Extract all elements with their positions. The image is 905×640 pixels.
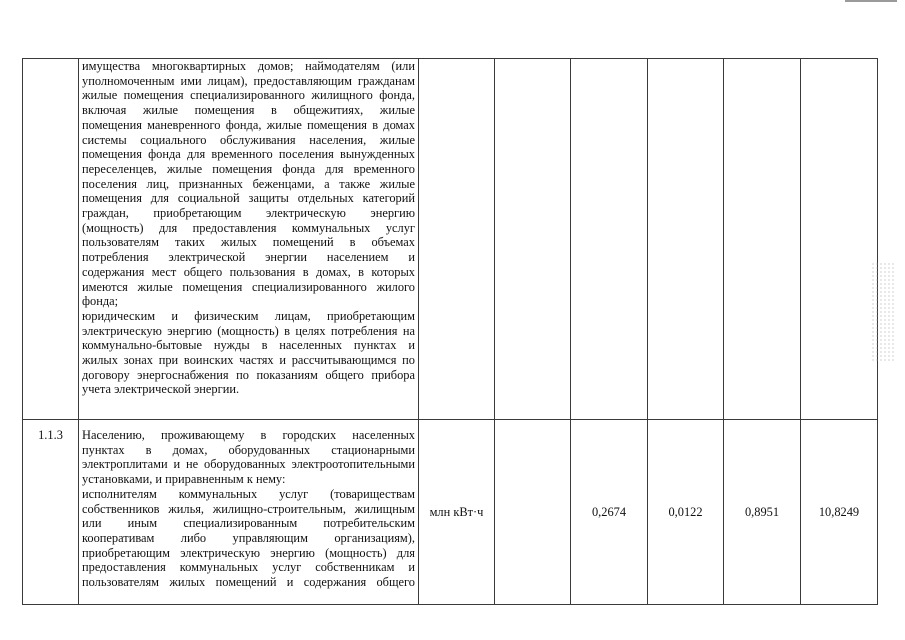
- description-line: переселенцев, жилые помещения фонда для временного: [82, 161, 415, 176]
- description-line: имеются жилые помещения специализированного жилого: [82, 279, 415, 294]
- unit-cell: [419, 59, 495, 420]
- page-edge-mark: [845, 0, 897, 2]
- description-line: электрическую энергию (мощность) в целях потребления на: [82, 323, 415, 338]
- value-cell: 0,8951: [724, 420, 801, 605]
- description-line: договору энергоснабжения по показаниям общего прибора: [82, 367, 415, 382]
- description-line: исполнителям коммунальных услуг (товариществам: [82, 486, 415, 501]
- unit-cell: млн кВт·ч: [419, 420, 495, 605]
- description-line: юридическим и физическим лицам, приобретающим: [82, 308, 415, 323]
- description-line: системы социального обслуживания населения, жилые: [82, 132, 415, 147]
- row-number: 1.1.3: [23, 420, 79, 605]
- description-line: поселения лиц, признанных беженцами, а также жилые: [82, 176, 415, 191]
- description-line: помещения для социальной защиты отдельных категорий: [82, 191, 415, 206]
- description-line: содержания мест общего пользования в домах, в которых: [82, 264, 415, 279]
- row-description: [79, 59, 419, 420]
- value-cell: [801, 59, 878, 420]
- value-cell: [648, 59, 724, 420]
- description-line: пользователям таких жилых помещений в объемах: [82, 235, 415, 250]
- description-line: уполномоченным ими лицам), предоставляющим гражданам: [82, 73, 415, 88]
- description-line: потребления электрической энергии населением и: [82, 250, 415, 265]
- value-cell: 0,0122: [648, 420, 724, 605]
- value-cell: [724, 59, 801, 420]
- description-line: пользователям жилых помещений и содержания общего: [82, 575, 415, 590]
- description-line: фонда;: [82, 294, 119, 309]
- value-cell: 10,8249: [801, 420, 878, 605]
- value-cell: 0,2674: [571, 420, 648, 605]
- description-line: учета электрической энергии.: [82, 382, 240, 397]
- description-line: собственников жилья, жилищно-строительным, жилищным: [82, 501, 415, 516]
- description-line: Населению, проживающему в городских населенных: [82, 428, 415, 442]
- description-line: или иным специализированным потребительским: [82, 516, 415, 531]
- description-line: кооперативам либо управляющим организациям),: [82, 530, 415, 545]
- description-line: (мощность) для предоставления коммунальных услуг: [82, 220, 415, 235]
- description-line: граждан, приобретающим электрическую энергию: [82, 206, 415, 221]
- description-line: имущества многоквартирных домов; наймодателям (или: [82, 59, 415, 73]
- table-row: [23, 420, 878, 605]
- description-line: приобретающим электрическую энергию (мощность) для: [82, 545, 415, 560]
- row-description: [79, 420, 419, 605]
- row-number: [23, 59, 79, 420]
- description-line: помещения маневренного фонда, жилые помещения в домах: [82, 117, 415, 132]
- description-line: включая жилые помещения в общежитиях, жилые: [82, 103, 415, 118]
- description-line: электроплитами и не оборудованных электроотопительными: [82, 457, 415, 472]
- description-line: предоставления коммунальных услуг собственникам и: [82, 560, 415, 575]
- description-line: жилых зонах при воинских частях и рассчитывающимся по: [82, 353, 415, 368]
- description-line: пунктах в домах, оборудованных стационарными: [82, 442, 415, 457]
- description-line: жилые помещения специализированного жилищного фонда,: [82, 88, 415, 103]
- tariff-table: [22, 58, 878, 605]
- description-line: помещения фонда для временного поселения вынужденных: [82, 147, 415, 162]
- value-cell: [495, 420, 571, 605]
- value-cell: [495, 59, 571, 420]
- description-line: установками, и приравненным к нему:: [82, 472, 286, 487]
- scan-noise: [871, 262, 895, 362]
- table-row: [23, 59, 878, 420]
- description-line: коммунально-бытовые нужды в населенных пунктах и: [82, 338, 415, 353]
- value-cell: [571, 59, 648, 420]
